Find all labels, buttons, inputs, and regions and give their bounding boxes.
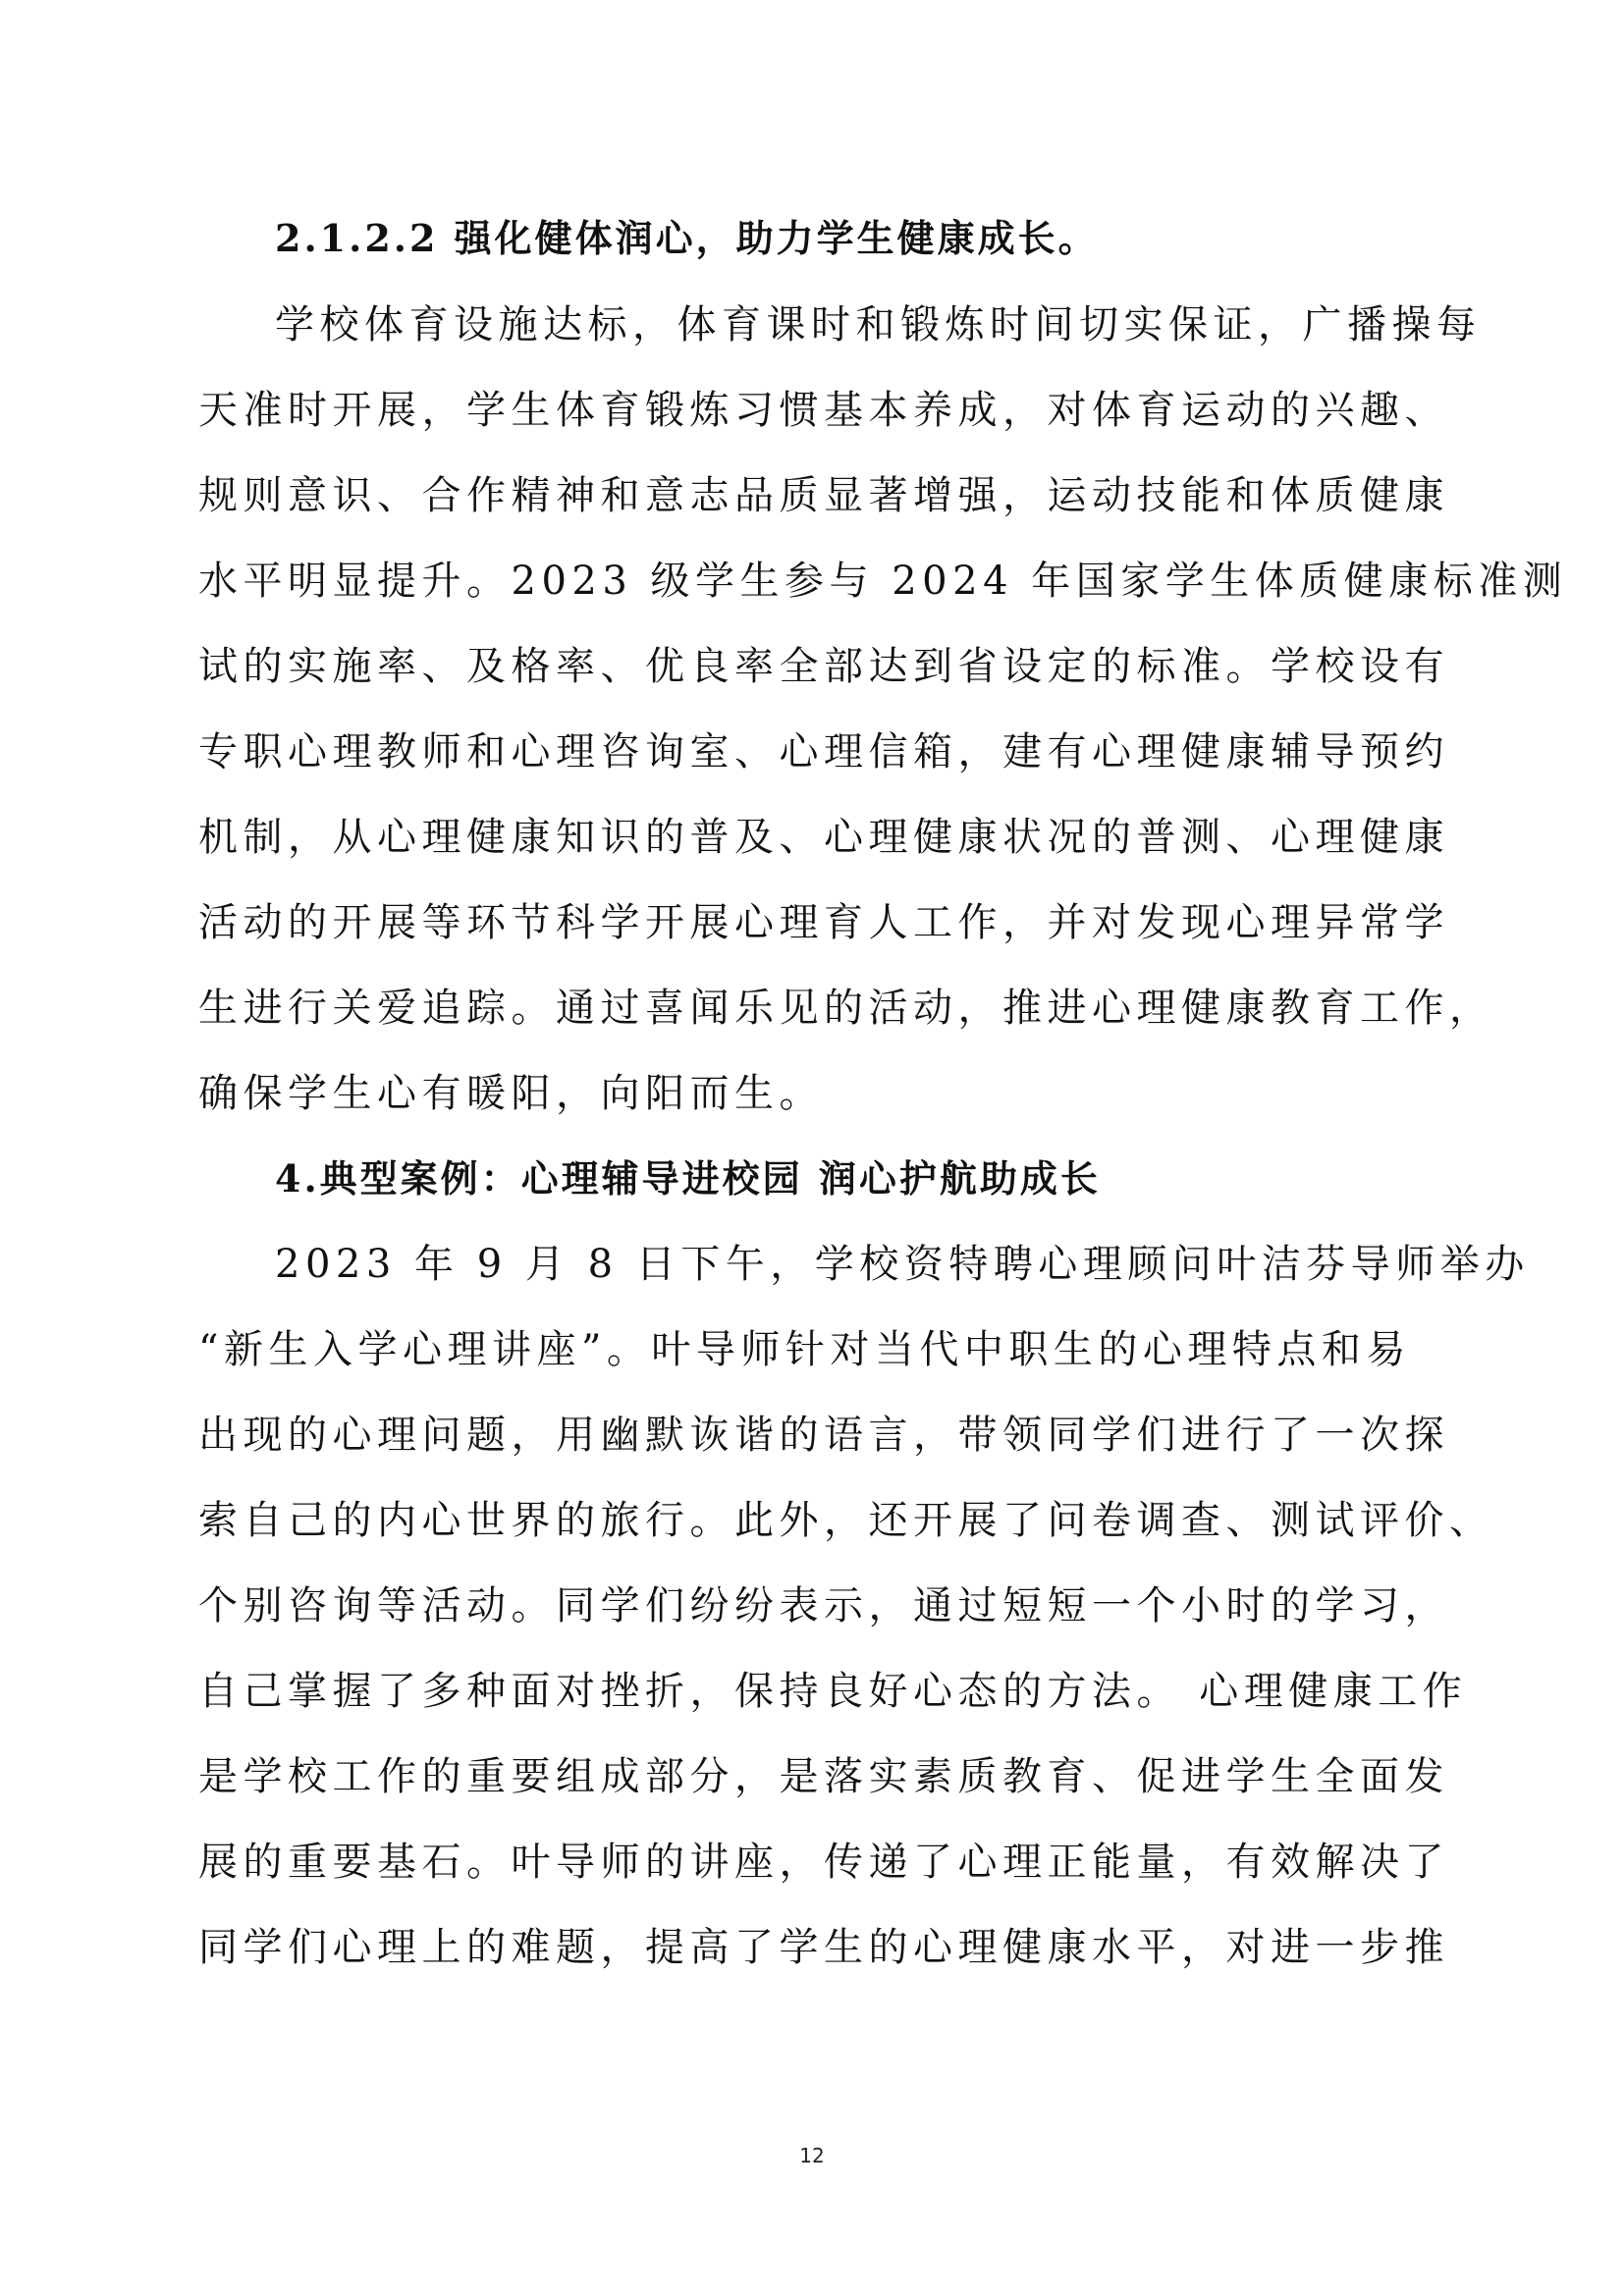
paragraph-line: 确保学生心有暖阳，向阳而生。 (198, 1071, 824, 1116)
paragraph-line: 个别咨询等活动。同学们纷纷表示，通过短短一个小时的学习， (198, 1583, 1449, 1629)
paragraph-line: 是学校工作的重要组成部分，是落实素质教育、促进学生全面发 (198, 1754, 1449, 1799)
paragraph-line: 试的实施率、及格率、优良率全部达到省设定的标准。学校设有 (198, 644, 1449, 689)
paragraph-line: 2023 年 9 月 8 日下午，学校资特聘心理顾问叶洁芬导师举办 (275, 1242, 1530, 1287)
section-heading: 2.1.2.2 强化健体润心，助力学生健康成长。 (275, 216, 1099, 260)
paragraph-line: 自己掌握了多种面对挫折，保持良好心态的方法。 心理健康工作 (198, 1669, 1468, 1714)
paragraph-line: 机制，从心理健康知识的普及、心理健康状况的普测、心理健康 (198, 815, 1449, 860)
paragraph-line: 生进行关爱追踪。通过喜闻乐见的活动，推进心理健康教育工作， (198, 986, 1494, 1031)
paragraph-line: 水平明显提升。2023 级学生参与 2024 年国家学生体质健康标准测 (198, 559, 1568, 604)
paragraph-line: 专职心理教师和心理咨询室、心理信箱，建有心理健康辅导预约 (198, 729, 1449, 774)
paragraph-line: 同学们心理上的难题，提高了学生的心理健康水平，对进一步推 (198, 1925, 1449, 1970)
paragraph-line: “新生入学心理讲座”。叶导师针对当代中职生的心理特点和易 (198, 1327, 1411, 1372)
paragraph-line: 天准时开展，学生体育锻炼习惯基本养成，对体育运动的兴趣、 (198, 388, 1449, 433)
paragraph-line: 学校体育设施达标，体育课时和锻炼时间切实保证，广播操每 (275, 302, 1482, 347)
paragraph-line: 展的重要基石。叶导师的讲座，传递了心理正能量，有效解决了 (198, 1840, 1449, 1885)
page-number: 12 (799, 2144, 825, 2167)
paragraph-line: 索自己的内心世界的旅行。此外，还开展了问卷调查、测试评价、 (198, 1498, 1494, 1543)
case-heading: 4.典型案例：心理辅导进校园 润心护航助成长 (275, 1156, 1101, 1201)
paragraph-line: 规则意识、合作精神和意志品质显著增强，运动技能和体质健康 (198, 473, 1449, 518)
paragraph-line: 活动的开展等环节科学开展心理育人工作，并对发现心理异常学 (198, 900, 1449, 945)
paragraph-line: 出现的心理问题，用幽默诙谐的语言，带领同学们进行了一次探 (198, 1413, 1449, 1458)
